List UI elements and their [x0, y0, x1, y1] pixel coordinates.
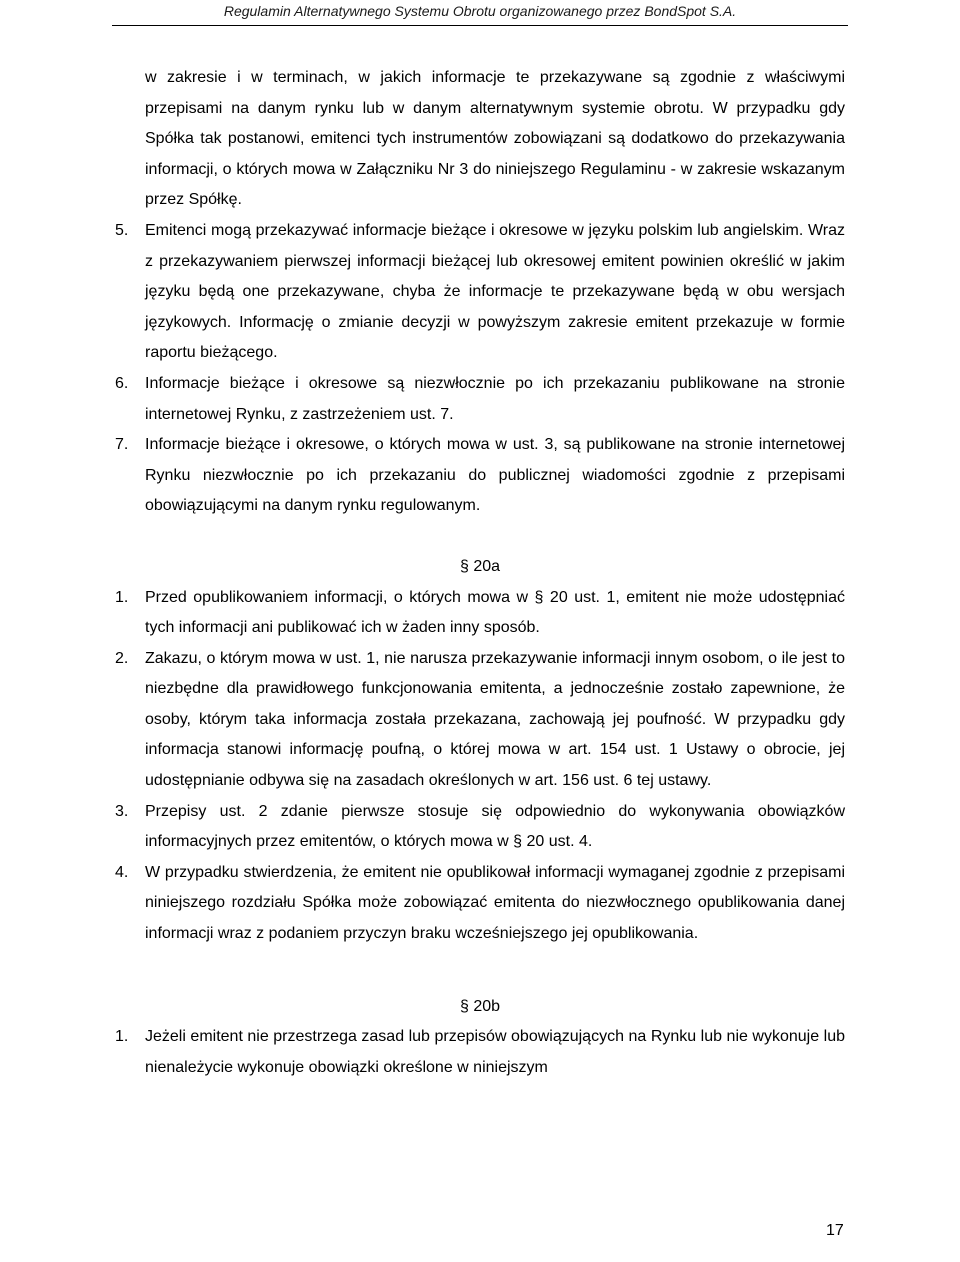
- section-heading-20a: § 20a: [459, 557, 501, 575]
- section-spacer: [0, 522, 960, 552]
- header-rule: [112, 25, 848, 26]
- paragraph-continuation: w zakresie i w terminach, w jakich informacje te przekazywane są zgodnie z właściwymi przepisami na danym rynku lub w danym alternatywnym systemie obrotu. W przypadku gdy Spółka tak postanowi, emitenci tych instrumentów zobowiązani są dodatkowo do przekazywania informacji, o których mowa w Załączniku Nr 3 do niniejszego Regulaminu - w zakresie wskazanym przez Spółkę.: [145, 69, 845, 209]
- running-header: Regulamin Alternatywnego Systemu Obrotu organizowanego przez BondSpot S.A.: [223, 3, 737, 19]
- list-item: [115, 797, 845, 858]
- list-item: [115, 644, 845, 797]
- list-item: [115, 216, 845, 369]
- item-number: 2.: [115, 649, 129, 667]
- page-number: 17: [826, 1222, 844, 1239]
- item-number: 7.: [115, 436, 129, 454]
- item-text: Informacje bieżące i okresowe są niezwłocznie po ich przekazaniu publikowane na stronie internetowej Rynku, z zastrzeżeniem ust. 7.: [145, 374, 845, 423]
- list-item: [115, 1022, 845, 1083]
- item-number: 1.: [115, 588, 129, 606]
- item-number: 5.: [115, 221, 129, 239]
- section-spacer: [0, 950, 960, 992]
- list-item: [115, 858, 845, 950]
- item-number: 3.: [115, 802, 129, 820]
- item-text: W przypadku stwierdzenia, że emitent nie opublikował informacji wymaganej zgodnie z przepisami niniejszego rozdziału Spółka może zobowiązać emitenta do niezwłocznego opublikowania danej informacji wraz z podaniem przyczyn braku wcześniejszego jej opublikowania.: [145, 863, 845, 943]
- item-number: 6.: [115, 374, 129, 392]
- item-text: Emitenci mogą przekazywać informacje bieżące i okresowe w języku polskim lub angielskim. Wraz z przekazywaniem pierwszej informacji bieżącej lub okresowej emitent powinien określić w jakim języku będą one przekazywane, chyba że informacje te przekazywane będą w obu wersjach językowych. Informację o zmianie decyzji w powyższym zakresie emitent przekazuje w formie raportu bieżącego.: [145, 221, 845, 362]
- list-item: [115, 430, 845, 522]
- list-item: [115, 583, 845, 644]
- list-item: [115, 369, 845, 430]
- item-text: Zakazu, o którym mowa w ust. 1, nie narusza przekazywanie informacji innym osobom, o ile jest to niezbędne dla prawidłowego funkcjonowania emitenta, a jednocześnie zostało zapewnione, że osoby, którym taka informacja została przekazana, zachowają jej poufność. W przypadku gdy informacja stanowi informację poufną, o której mowa w art. 154 ust. 1 Ustawy o obrocie, jej udostępnianie odbywa się na zasadach określonych w art. 156 ust. 6 tej ustawy.: [145, 649, 845, 790]
- item-text: Przed opublikowaniem informacji, o których mowa w § 20 ust. 1, emitent nie może udostępniać tych informacji ani publikować ich w żaden inny sposób.: [145, 588, 845, 637]
- item-number: 4.: [115, 863, 129, 881]
- item-text: Jeżeli emitent nie przestrzega zasad lub przepisów obowiązujących na Rynku lub nie wykonuje lub nienależycie wykonuje obowiązki określone w niniejszym: [145, 1028, 845, 1076]
- item-text: Informacje bieżące i okresowe, o których mowa w ust. 3, są publikowane na stronie internetowej Rynku niezwłocznie po ich przekazaniu do publicznej wiadomości zgodnie z przepisami obowiązującymi na danym rynku regulowanym.: [145, 436, 845, 515]
- section-heading-20b: § 20b: [459, 997, 501, 1015]
- item-number: 1.: [115, 1028, 129, 1046]
- item-text: Przepisy ust. 2 zdanie pierwsze stosuje się odpowiednio do wykonywania obowiązków informacyjnych przez emitentów, o których mowa w § 20 ust. 4.: [145, 802, 845, 851]
- page-content: [0, 63, 960, 1083]
